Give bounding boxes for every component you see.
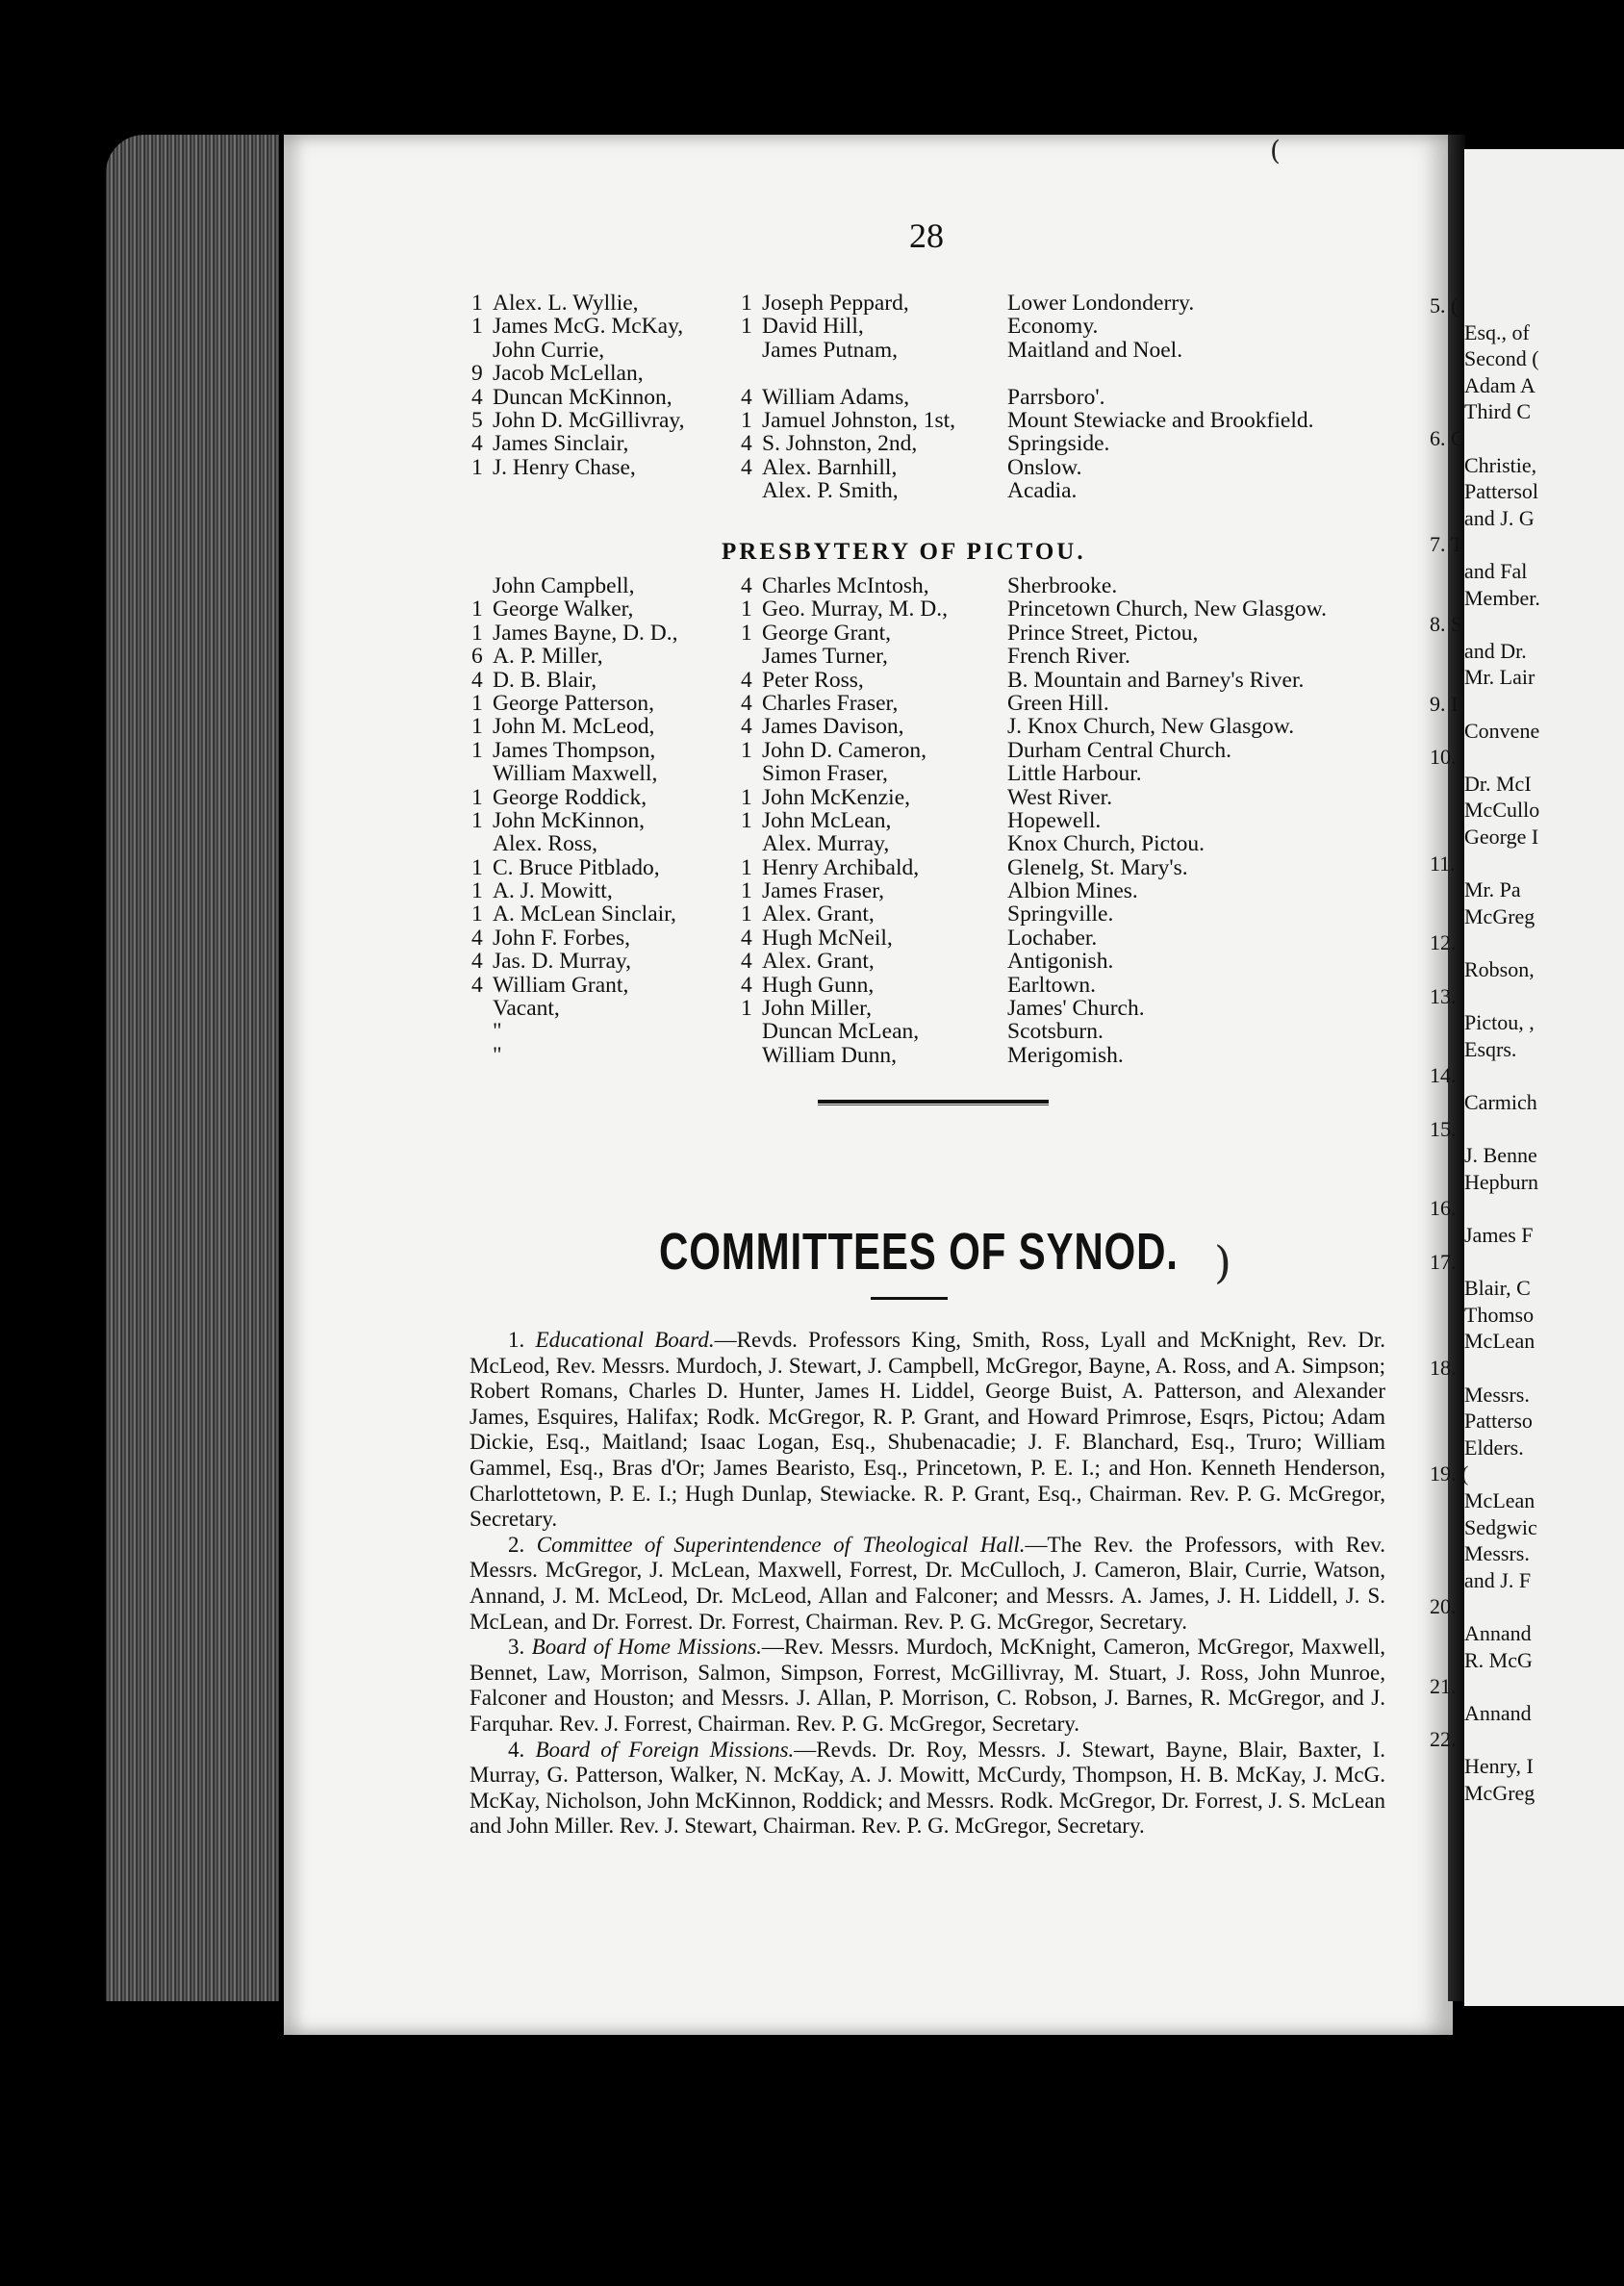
count-1: 4	[471, 667, 483, 693]
count-2: 4	[741, 384, 752, 410]
next-page-line: Mr. Lair	[1464, 665, 1535, 690]
next-page-line: James F	[1464, 1223, 1534, 1247]
committee-number: 1.	[508, 1328, 536, 1352]
next-page-line: R. McG	[1464, 1647, 1533, 1672]
minister-name: "	[493, 1042, 502, 1068]
committee-paragraph	[469, 1635, 1385, 1737]
congregation-place: Mount Stewiacke and Brookfield.	[1007, 407, 1314, 433]
count-2: 4	[741, 667, 752, 693]
minister-name: James Bayne, D. D.,	[493, 620, 678, 646]
count-2: 4	[741, 573, 752, 598]
congregation-place: Knox Church, Pictou.	[1007, 831, 1205, 857]
congregation-place: Acadia.	[1007, 478, 1078, 504]
count-1: 4	[471, 925, 483, 951]
minister-name: John M. McLeod,	[493, 714, 655, 740]
congregation-place: West River.	[1007, 784, 1113, 810]
count-2: 4	[741, 925, 752, 951]
count-1: 1	[471, 454, 483, 480]
minister-name: George Patterson,	[493, 690, 654, 716]
next-page-line: Hepburn	[1464, 1169, 1538, 1194]
elder-name: Duncan McLean,	[762, 1019, 920, 1045]
congregation-place: Durham Central Church.	[1007, 737, 1231, 763]
next-page-line: Annand	[1464, 1700, 1532, 1725]
committee-paragraph	[469, 1328, 1385, 1533]
elder-name: David Hill,	[762, 314, 864, 340]
count-2: 1	[741, 291, 752, 316]
next-page-line: Third C	[1464, 399, 1532, 424]
elder-name: Henry Archibald,	[762, 854, 920, 880]
minister-name: D. B. Blair,	[493, 667, 597, 693]
minister-name: John McKinnon,	[493, 807, 645, 833]
committee-members: —Revds. Dr. Roy, Messrs. J. Stewart, Bayne, Blair, Baxter, I. Murray, G. Patterson, Walker, N. McKay, A. J. Mowitt, McCurdy, Thompson, H. B. McKay, J. McG. McKay, Nicholson, John McKinnon, Roddick; and Messrs. Rodk. McGregor, Dr. Forrest, J. S. McLean and John Miller. Rev. J. Stewart, Chairman. Rev. P. G. McGregor, Secretary.	[469, 1737, 1385, 1839]
next-page-line: and Fal	[1464, 559, 1528, 583]
minister-name: John D. McGillivray,	[493, 407, 685, 433]
next-page-fragment	[1430, 149, 1624, 2006]
count-1: 1	[471, 784, 483, 810]
next-page-line: 20.	[1430, 1594, 1457, 1619]
minister-name: Jas. D. Murray,	[493, 949, 632, 975]
minister-name: George Walker,	[493, 597, 634, 622]
elder-name: Peter Ross,	[762, 667, 864, 693]
next-page-line: McGreg	[1464, 1780, 1535, 1805]
elder-name: Joseph Peppard,	[762, 291, 909, 316]
next-page-line: Elders.	[1464, 1435, 1524, 1460]
minister-name: John Currie,	[493, 337, 605, 363]
next-page-line: Carmich	[1464, 1090, 1537, 1114]
elder-name: Alex. P. Smith,	[762, 478, 899, 504]
next-page-line: 18.	[1430, 1356, 1457, 1380]
congregation-place: Albion Mines.	[1007, 878, 1138, 904]
committee-title: Educational Board.	[535, 1328, 715, 1352]
elder-name: James Putnam,	[762, 337, 898, 363]
next-page-line: George I	[1464, 825, 1539, 849]
minister-name: A. McLean Sinclair,	[493, 902, 676, 927]
congregation-place: Onslow.	[1007, 454, 1082, 480]
count-1: 1	[471, 854, 483, 880]
count-2: 1	[741, 737, 752, 763]
elder-name: William Adams,	[762, 384, 910, 410]
next-page-line: Thomso	[1464, 1302, 1535, 1327]
elder-name: Jamuel Johnston, 1st,	[762, 407, 956, 433]
congregation-place: Prince Street, Pictou,	[1007, 620, 1199, 646]
congregation-place: Lower Londonderry.	[1007, 291, 1195, 316]
next-page-line: Messrs.	[1464, 1382, 1530, 1407]
congregation-place: Glenelg, St. Mary's.	[1007, 854, 1188, 880]
minister-name: Vacant,	[493, 996, 560, 1022]
next-page-line: Esq., of	[1464, 319, 1530, 344]
elder-name: Hugh McNeil,	[762, 925, 893, 951]
congregation-place: James' Church.	[1007, 996, 1145, 1022]
minister-name: George Roddick,	[493, 784, 647, 810]
next-page-line: 9. I	[1430, 692, 1459, 716]
count-2: 4	[741, 690, 752, 716]
congregation-place: Scotsburn.	[1007, 1019, 1104, 1045]
next-page-line: 22.	[1430, 1727, 1457, 1752]
next-page-line: Sedgwic	[1464, 1514, 1537, 1539]
congregation-place: French River.	[1007, 644, 1130, 670]
congregation-place: Parrsboro'.	[1007, 384, 1105, 410]
congregation-place: Springville.	[1007, 902, 1114, 927]
next-page-line: 12.	[1430, 930, 1457, 955]
next-page-line: Member.	[1464, 585, 1540, 610]
next-page-line: J. Benne	[1464, 1143, 1537, 1168]
minister-name: William Grant,	[493, 972, 629, 998]
next-page-line: 5. (	[1430, 293, 1459, 318]
section-divider	[818, 1100, 1049, 1104]
minister-name: Alex. L. Wyllie,	[493, 291, 639, 316]
committee-members: —Revds. Professors King, Smith, Ross, Lyall and McKnight, Rev. Dr. McLeod, Rev. Messrs. Murdoch, J. Stewart, J. Campbell, McGregor, Bayne, A. Ross, and A. Simpson; Robert Romans, Charles D. Hunter, James H. Liddel, George Buist, A. Patterson, and Alexander James, Esquires, Halifax; Rodk. McGregor, R. P. Grant, and Howard Primrose, Esqrs, Pictou; Adam Dickie, Esq., Maitland; Isaac Logan, Esq., Shubenacadie; J. F. Blanchard, Esq., Truro; William Gammel, Esq., Bras d'Or; James Bearisto, Esq., Princetown, P. E. I.; and Hon. Kenneth Henderson, Charlottetown, P. E. I.; Hugh Dunlap, Stewiacke. R. P. Grant, Esq., Chairman. Rev. P. G. McGregor, Secretary.	[469, 1328, 1385, 1532]
minister-name: William Maxwell,	[493, 761, 658, 787]
committee-number: 3.	[508, 1635, 532, 1660]
title-underline	[871, 1297, 948, 1300]
committees-title: COMMITTEES OF SYNOD.	[659, 1223, 1179, 1281]
count-1: 1	[471, 878, 483, 904]
next-page-line: 16.	[1430, 1196, 1457, 1221]
next-page-line: 14.	[1430, 1063, 1457, 1088]
minister-name: A. P. Miller,	[493, 644, 603, 670]
committee-title: Board of Home Missions.	[531, 1635, 762, 1660]
count-1: 1	[471, 291, 483, 316]
elder-name: Geo. Murray, M. D.,	[762, 597, 948, 622]
committee-number: 4.	[508, 1737, 536, 1762]
count-2: 4	[741, 972, 752, 998]
next-page-line: Esqrs.	[1464, 1036, 1517, 1061]
count-1: 4	[471, 949, 483, 975]
next-page-line: 8. S	[1430, 612, 1463, 637]
elder-name: Simon Fraser,	[762, 761, 888, 787]
count-1: 4	[471, 384, 483, 410]
next-page-line: Blair, C	[1464, 1276, 1531, 1301]
next-page-line: Patterso	[1464, 1409, 1533, 1434]
count-2: 1	[741, 807, 752, 833]
next-page-line: 11.	[1430, 851, 1456, 876]
congregation-place: B. Mountain and Barney's River.	[1007, 667, 1305, 693]
next-page-line: McLean	[1464, 1488, 1535, 1512]
count-1: 1	[471, 807, 483, 833]
next-page-line: Annand	[1464, 1621, 1532, 1645]
minister-name: Duncan McKinnon,	[493, 384, 672, 410]
congregation-place: Princetown Church, New Glasgow.	[1007, 597, 1327, 622]
next-page-line: Pattersol	[1464, 479, 1538, 504]
elder-name: Charles Fraser,	[762, 690, 899, 716]
next-page-line: Pictou, ,	[1464, 1010, 1535, 1035]
committee-paragraph	[469, 1738, 1385, 1840]
count-1: 1	[471, 314, 483, 340]
count-1: 5	[471, 407, 483, 433]
elder-name: John McKenzie,	[762, 784, 911, 810]
elder-name: William Dunn,	[762, 1042, 898, 1068]
next-page-line: and J. G	[1464, 505, 1535, 530]
next-page-line: 19. (	[1430, 1461, 1469, 1486]
congregation-place: Earltown.	[1007, 972, 1097, 998]
book-page-edges	[106, 135, 279, 2001]
elder-name: S. Johnston, 2nd,	[762, 431, 918, 457]
congregation-place: Maitland and Noel.	[1007, 337, 1183, 363]
count-2: 1	[741, 902, 752, 927]
elder-name: James Fraser,	[762, 878, 884, 904]
congregation-place: Lochaber.	[1007, 925, 1098, 951]
presbytery-heading: PRESBYTERY OF PICTOU.	[722, 539, 1086, 565]
count-2: 4	[741, 431, 752, 457]
minister-name: Jacob McLellan,	[493, 361, 644, 387]
next-page-line: Mr. Pa	[1464, 877, 1521, 902]
next-page-line: McCullo	[1464, 798, 1540, 823]
next-page-line: Christie,	[1464, 452, 1537, 477]
committee-title: Board of Foreign Missions.	[535, 1737, 795, 1762]
count-1: 1	[471, 597, 483, 622]
next-page-line: 10.	[1430, 745, 1457, 770]
elder-name: Alex. Murray,	[762, 831, 890, 857]
next-page-line: 17.	[1430, 1249, 1457, 1274]
bracket-mark: )	[1214, 1236, 1231, 1288]
count-2: 1	[741, 597, 752, 622]
next-page-line: Messrs.	[1464, 1541, 1530, 1566]
minister-name: James McG. McKay,	[493, 314, 684, 340]
count-2: 1	[741, 407, 752, 433]
count-2: 4	[741, 714, 752, 740]
count-1: 4	[471, 972, 483, 998]
count-2: 1	[741, 314, 752, 340]
committee-title: Committee of Superintendence of Theological Hall.	[536, 1532, 1026, 1557]
elder-name: Alex. Barnhill,	[762, 454, 898, 480]
elder-name: John McLean,	[762, 807, 892, 833]
next-page-line: Henry, I	[1464, 1754, 1534, 1778]
page-number: 28	[909, 216, 944, 255]
count-1: 9	[471, 361, 483, 387]
count-1: 1	[471, 714, 483, 740]
next-page-line: 7. T	[1430, 532, 1464, 557]
minister-name: James Thompson,	[493, 737, 656, 763]
next-page-line: and J. F	[1464, 1567, 1532, 1592]
elder-name: Hugh Gunn,	[762, 972, 875, 998]
count-2: 4	[741, 454, 752, 480]
elder-name: Alex. Grant,	[762, 902, 875, 927]
committee-members: —Rev. Messrs. Murdoch, McKnight, Cameron, McGregor, Maxwell, Bennet, Law, Morrison, Salmon, Simpson, Forrest, McGillivray, M. Stuart, J. Ross, John Munroe, Falconer and Houston; and Messrs. J. Allan, P. Morrison, C. Robson, J. Barnes, R. McGregor, and J. Farquhar. Rev. J. Forrest, Chairman. Rev. P. G. McGregor, Secretary.	[469, 1635, 1386, 1736]
count-2: 4	[741, 949, 752, 975]
count-2: 1	[741, 784, 752, 810]
minister-name: John Campbell,	[493, 573, 635, 598]
elder-name: James Turner,	[762, 644, 888, 670]
elder-name: James Davison,	[762, 714, 904, 740]
committee-paragraph	[469, 1533, 1385, 1635]
elder-name: Alex. Grant,	[762, 949, 875, 975]
next-page-line: Robson,	[1464, 957, 1535, 981]
congregation-place: Hopewell.	[1007, 807, 1102, 833]
count-1: 1	[471, 620, 483, 646]
count-2: 1	[741, 996, 752, 1022]
count-2: 1	[741, 854, 752, 880]
elder-name: Charles McIntosh,	[762, 573, 929, 598]
congregation-place: Springside.	[1007, 431, 1110, 457]
elder-name: John Miller,	[762, 996, 872, 1022]
next-page-line: Adam A	[1464, 372, 1535, 397]
congregation-place: J. Knox Church, New Glasgow.	[1007, 714, 1295, 740]
minister-name: J. Henry Chase,	[493, 454, 636, 480]
count-1: 1	[471, 690, 483, 716]
congregation-place: Economy.	[1007, 314, 1099, 340]
count-1: 4	[471, 431, 483, 457]
next-page-line: McLean	[1464, 1329, 1535, 1354]
next-page-line: 13.	[1430, 983, 1457, 1008]
next-page-line: 21.	[1430, 1674, 1457, 1699]
count-2: 1	[741, 620, 752, 646]
minister-name: A. J. Mowitt,	[493, 878, 613, 904]
next-page-line: Convene	[1464, 718, 1540, 743]
count-1: 1	[471, 737, 483, 763]
next-page-line: and Dr.	[1464, 638, 1527, 663]
count-2: 1	[741, 878, 752, 904]
committee-members: —The Rev. the Professors, with Rev. Messrs. McGregor, J. McLean, Maxwell, Forrest, Dr. McCulloch, J. Cameron, Blair, Currie, Watson, Annand, J. M. McLeod, Dr. McLeod, Allan and Falconer; and Messrs. A. James, J. H. Liddell, J. S. McLean, and Dr. Forrest. Dr. Forrest, Chairman. Rev. P. G. McGregor, Secretary.	[469, 1532, 1386, 1634]
congregation-place: Antigonish.	[1007, 949, 1114, 975]
next-page-line: 15.	[1430, 1116, 1457, 1141]
congregation-place: Sherbrooke.	[1007, 573, 1118, 598]
committees-list	[469, 1328, 1385, 1840]
minister-name: C. Bruce Pitblado,	[493, 854, 660, 880]
margin-mark: (	[1270, 135, 1281, 166]
minister-name: John F. Forbes,	[493, 925, 631, 951]
minister-name: Alex. Ross,	[493, 831, 598, 857]
committee-number: 2.	[508, 1532, 537, 1557]
next-page-line: 6. C	[1430, 426, 1465, 450]
congregation-place: Little Harbour.	[1007, 761, 1142, 787]
minister-name: James Sinclair,	[493, 431, 629, 457]
next-page-line: Second (	[1464, 346, 1539, 371]
elder-name: George Grant,	[762, 620, 891, 646]
next-page-line: Dr. McI	[1464, 771, 1532, 796]
count-1: 6	[471, 644, 483, 670]
elder-name: John D. Cameron,	[762, 737, 927, 763]
congregation-place: Merigomish.	[1007, 1042, 1124, 1068]
minister-name: "	[493, 1019, 502, 1045]
congregation-place: Green Hill.	[1007, 690, 1109, 716]
next-page-line: McGreg	[1464, 903, 1535, 928]
count-1: 1	[471, 902, 483, 927]
